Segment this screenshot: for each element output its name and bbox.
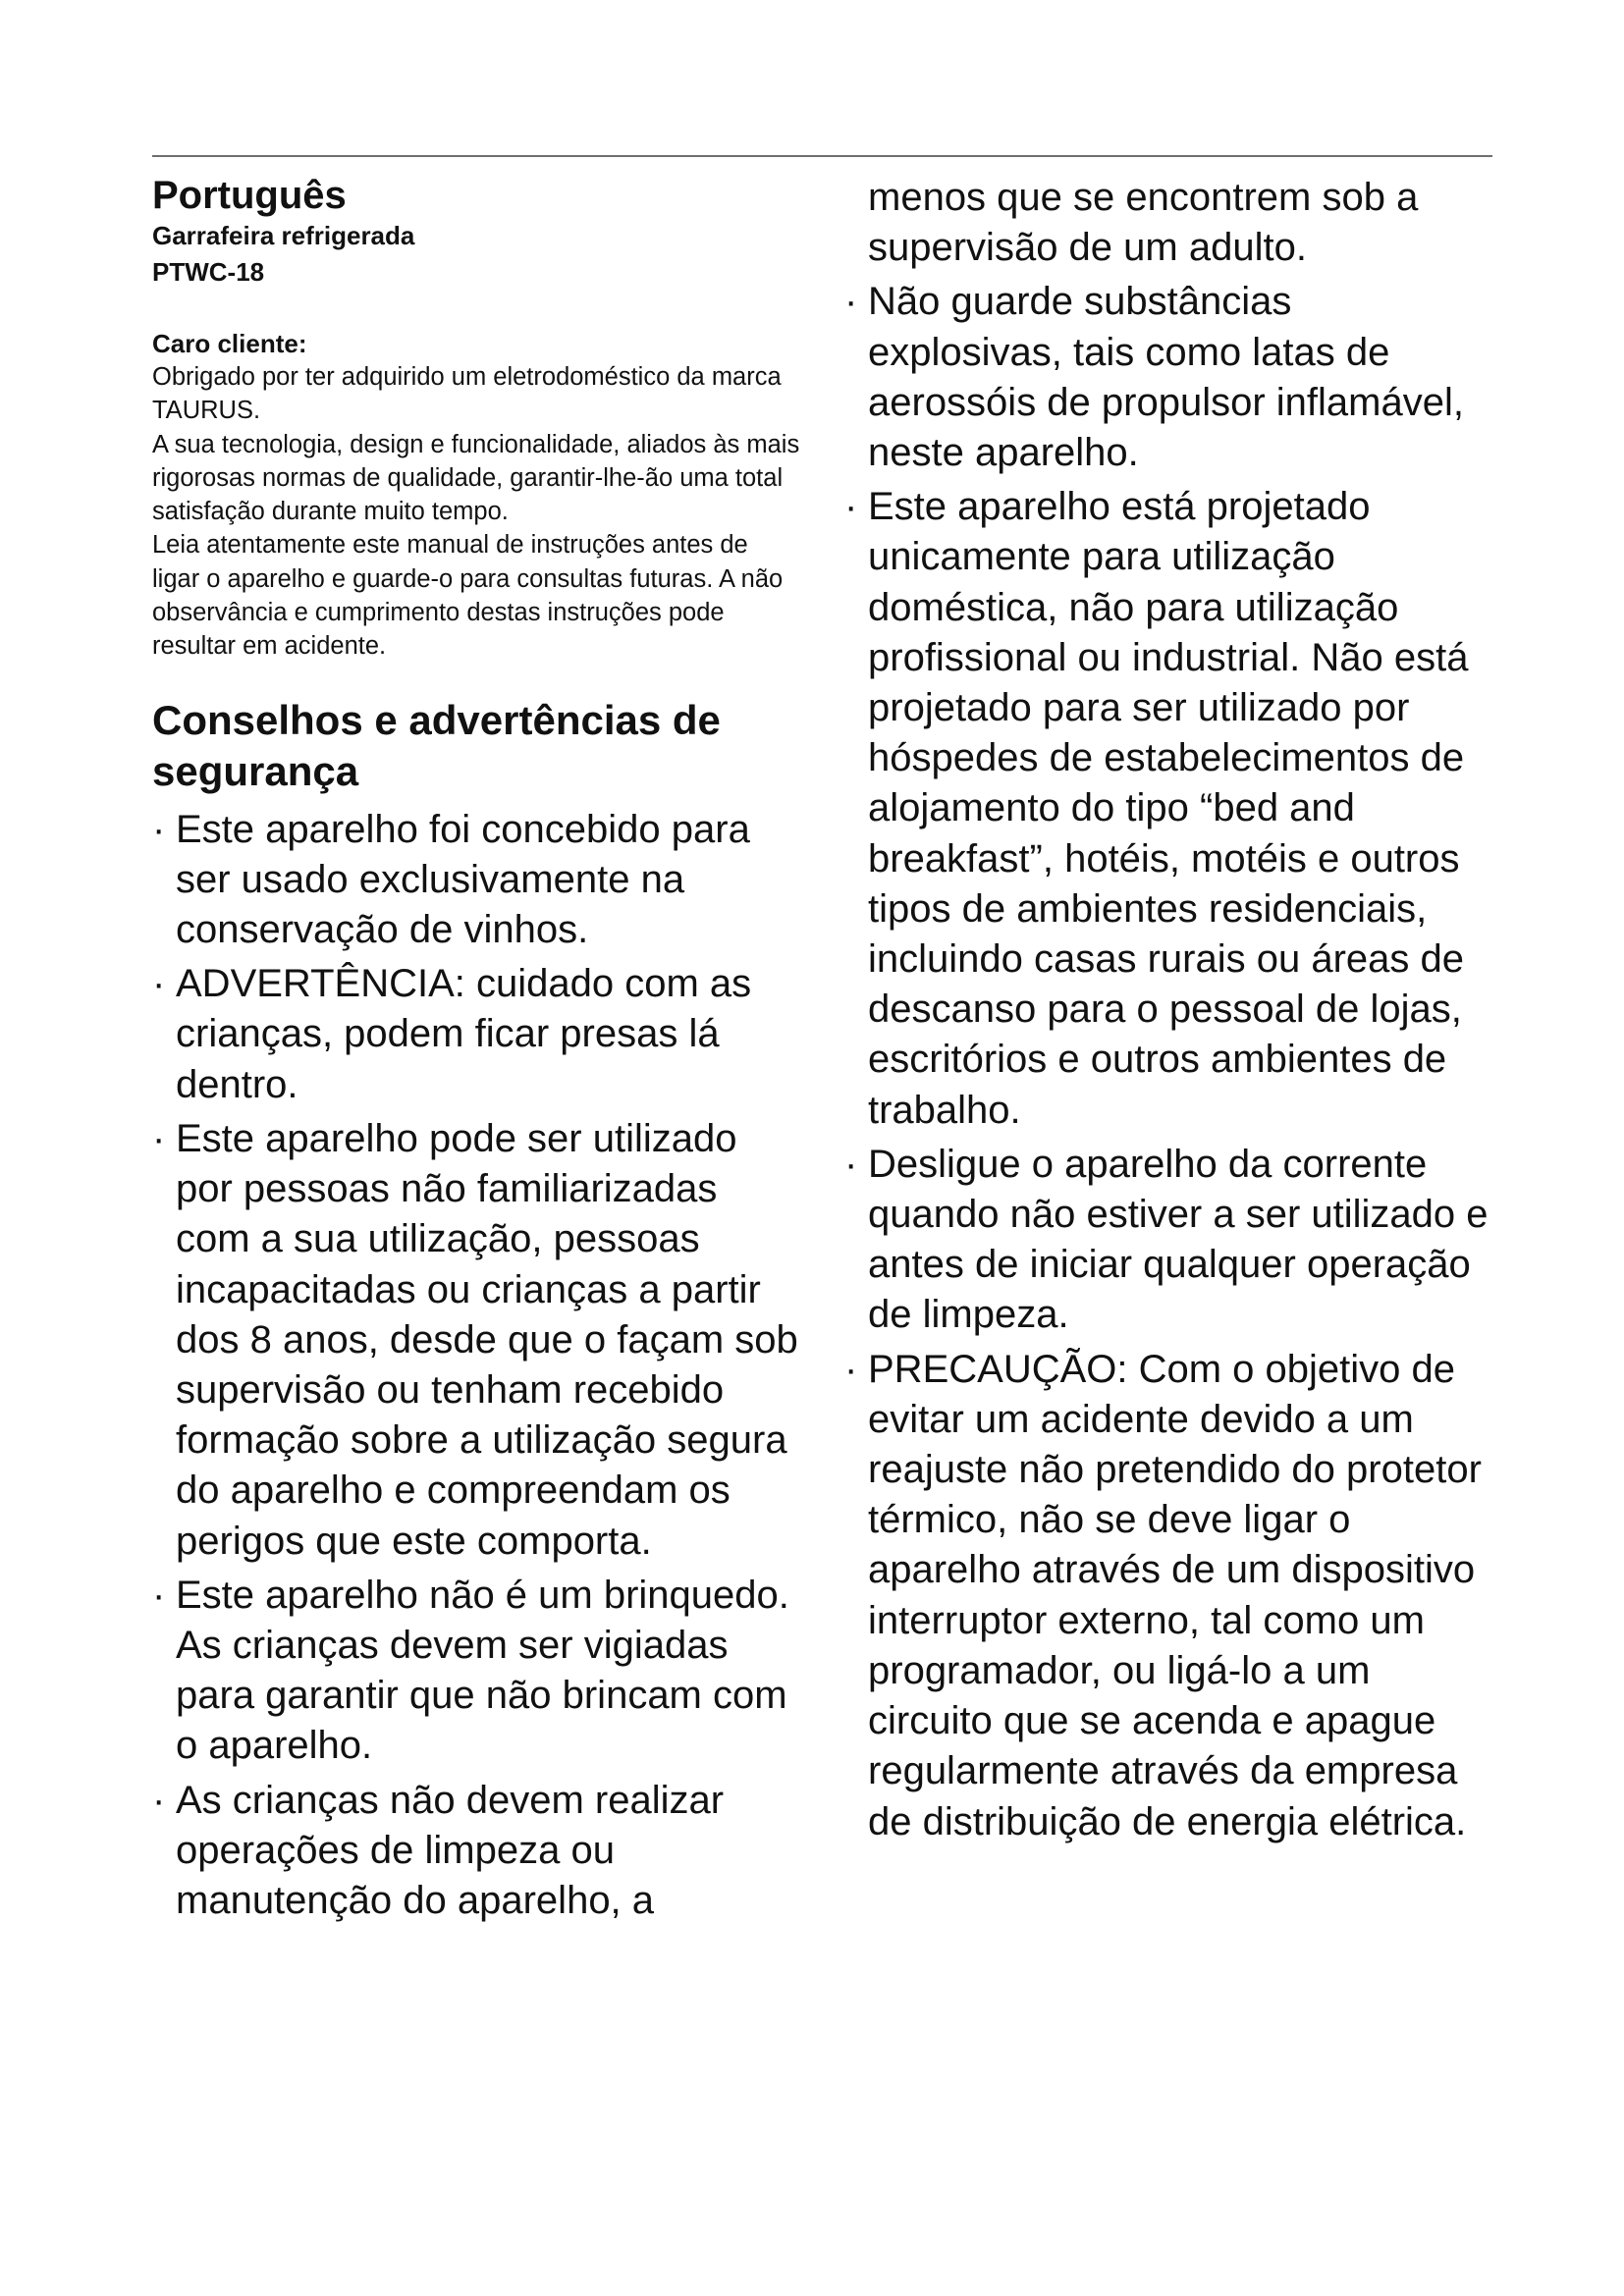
intro-paragraph: A sua tecnologia, design e funcionalidade, aliados às mais rigorosas normas de qualidade, garantir-lhe-ão uma total satisfação durante muito tempo. xyxy=(152,430,800,526)
language-heading: Português xyxy=(152,174,347,217)
safety-list-left xyxy=(152,805,800,1926)
bullet-dot: · xyxy=(844,1347,858,1391)
list-item-text: Este aparelho pode ser utilizado por pessoas não familiarizadas com a sua utilização, pessoas incapacitadas ou crianças a partir dos 8 anos, desde que o façam sob supervisão ou tenham recebido formação sobre a utilização segura do aparelho e compreendam os perigos que este comporta. xyxy=(176,1116,798,1563)
model-number: PTWC-18 xyxy=(152,257,265,287)
list-item xyxy=(844,482,1492,1136)
list-item-text: ADVERTÊNCIA: cuidado com as crianças, podem ficar presas lá dentro. xyxy=(176,962,752,1106)
list-item xyxy=(152,805,800,956)
left-column xyxy=(152,173,800,1930)
bullet-dot: · xyxy=(152,1573,166,1617)
list-item-continuation: menos que se encontrem sob a supervisão de um adulto. xyxy=(868,176,1419,270)
list-item xyxy=(152,959,800,1110)
bullet-dot: · xyxy=(844,485,858,529)
list-item xyxy=(152,1114,800,1567)
bullet-dot: · xyxy=(844,1142,858,1186)
list-item xyxy=(844,1345,1492,1847)
list-item xyxy=(152,1776,800,1927)
list-item-text: Este aparelho foi concebido para ser usado exclusivamente na conservação de vinhos. xyxy=(176,807,750,952)
bullet-dot: · xyxy=(152,807,166,851)
bullet-dot: · xyxy=(844,280,858,324)
greeting: Caro cliente: xyxy=(152,329,307,358)
intro-paragraph: Leia atentamente este manual de instruções antes de ligar o aparelho e guarde-o para consultas futuras. A não observância e cumprimento destas instruções pode resultar em acidente. xyxy=(152,531,784,661)
intro-paragraph: Obrigado por ter adquirido um eletrodoméstico da marca TAURUS. xyxy=(152,363,782,425)
bullet-dot: · xyxy=(152,962,166,1006)
list-item-text: Desligue o aparelho da corrente quando não estiver a ser utilizado e antes de iniciar qualquer operação de limpeza. xyxy=(868,1142,1489,1337)
list-item xyxy=(844,277,1492,478)
safety-list-right xyxy=(844,277,1492,1846)
list-item xyxy=(844,1140,1492,1341)
top-rule xyxy=(152,155,1492,157)
list-item-text: Não guarde substâncias explosivas, tais como latas de aerossóis de propulsor inflamável, neste aparelho. xyxy=(868,280,1464,475)
bullet-dot: · xyxy=(152,1116,166,1160)
list-item-text: PRECAUÇÃO: Com o objetivo de evitar um acidente devido a um reajuste não pretendido do protetor térmico, não se deve ligar o aparelho através de um dispositivo interruptor externo, tal como um programador, ou ligá-lo a um circuito que se acenda e apague regularmente através da empresa de distribuição de energia elétrica. xyxy=(868,1347,1482,1843)
list-item xyxy=(152,1571,800,1772)
right-column xyxy=(844,173,1492,1851)
safety-title: Conselhos e advertências de segurança xyxy=(152,696,721,794)
list-item-text: As crianças não devem realizar operações de limpeza ou manutenção do aparelho, a xyxy=(176,1778,725,1922)
list-item-text: Este aparelho está projetado unicamente para utilização doméstica, não para utilização profissional ou industrial. Não está projetado para ser utilizado por hóspedes de estabelecimentos de alojamento do tipo “bed and breakfast”, hotéis, motéis e outros tipos de ambientes residenciais, incluindo casas rurais ou áreas de descanso para o pessoal de lojas, escritórios e outros ambientes de trabalho. xyxy=(868,485,1469,1132)
bullet-dot: · xyxy=(152,1778,166,1822)
product-type: Garrafeira refrigerada xyxy=(152,221,415,250)
list-item-text: Este aparelho não é um brinquedo. As crianças devem ser vigiadas para garantir que não brincam com o aparelho. xyxy=(176,1573,789,1768)
